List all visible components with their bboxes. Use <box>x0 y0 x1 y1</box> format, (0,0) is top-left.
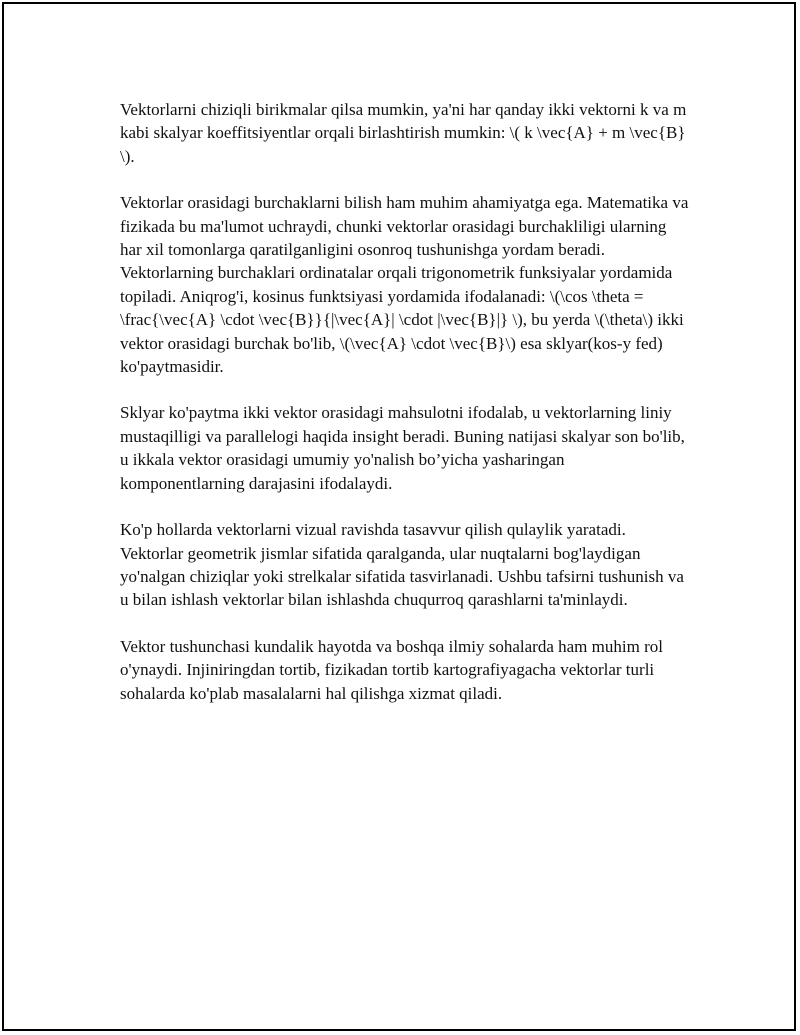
paragraph-2: Vektorlar orasidagi burchaklarni bilish ham muhim ahamiyatga ega. Matematika va fizikada bu ma'lumot uchraydi, chunki vektorlar orasidagi burchakliligi ularning har xil tomonlarga qaratilganligini osonroq tushunishga yordam beradi. Vektorlarning burchaklari ordinatalar orqali trigonometrik funksiyalar yordamida topiladi. Aniqrog'i, kosinus funktsiyasi yordamida ifodalanadi: \(\cos \theta = \frac{\vec{A} \cdot \vec{B}}{|\vec{A}| \cdot |\vec{B}|} \), bu yerda \(\theta\) ikki vektor orasidagi burchak bo'lib, \(\vec{A} \cdot \vec{B}\) esa sklyar(kos-y fed) ko'paytmasidir. <box>120 193 689 377</box>
document-body <box>120 98 690 728</box>
paragraph-1: Vektorlarni chiziqli birikmalar qilsa mumkin, ya'ni har qanday ikki vektorni k va m kabi skalyar koeffitsiyentlar orqali birlashtirish mumkin: \( k \vec{A} + m \vec{B} \). <box>120 100 687 166</box>
paragraph-5: Vektor tushunchasi kundalik hayotda va boshqa ilmiy sohalarda ham muhim rol o'ynaydi. Injiniringdan tortib, fizikadan tortib kartografiyagacha vektorlar turli sohalarda ko'plab masalalarni hal qilishga xizmat qiladi. <box>120 636 663 703</box>
paragraph-4: Ko'p hollarda vektorlarni vizual ravishda tasavvur qilish qulaylik yaratadi. Vektorlar geometrik jismlar sifatida qaralganda, ular nuqtalarni bog'laydigan yo'nalgan chiziqlar yoki strelkalar sifatida tasvirlanadi. Ushbu tafsirni tushunish va u bilan ishlash vektorlar bilan ishlashda chuqurroq qarashlarni ta'minlaydi. <box>120 520 684 610</box>
page-frame <box>2 2 796 1031</box>
paragraph-3: Sklyar ko'paytma ikki vektor orasidagi mahsulotni ifodalab, u vektorlarning liniy mustaqilligi va parallelogi haqida insight beradi. Buning natijasi skalyar son bo'lib, u ikkala vektor orasidagi umumiy yo'nalish bo’yicha yasharingan komponentlarning darajasini ifodalaydi. <box>120 403 685 493</box>
